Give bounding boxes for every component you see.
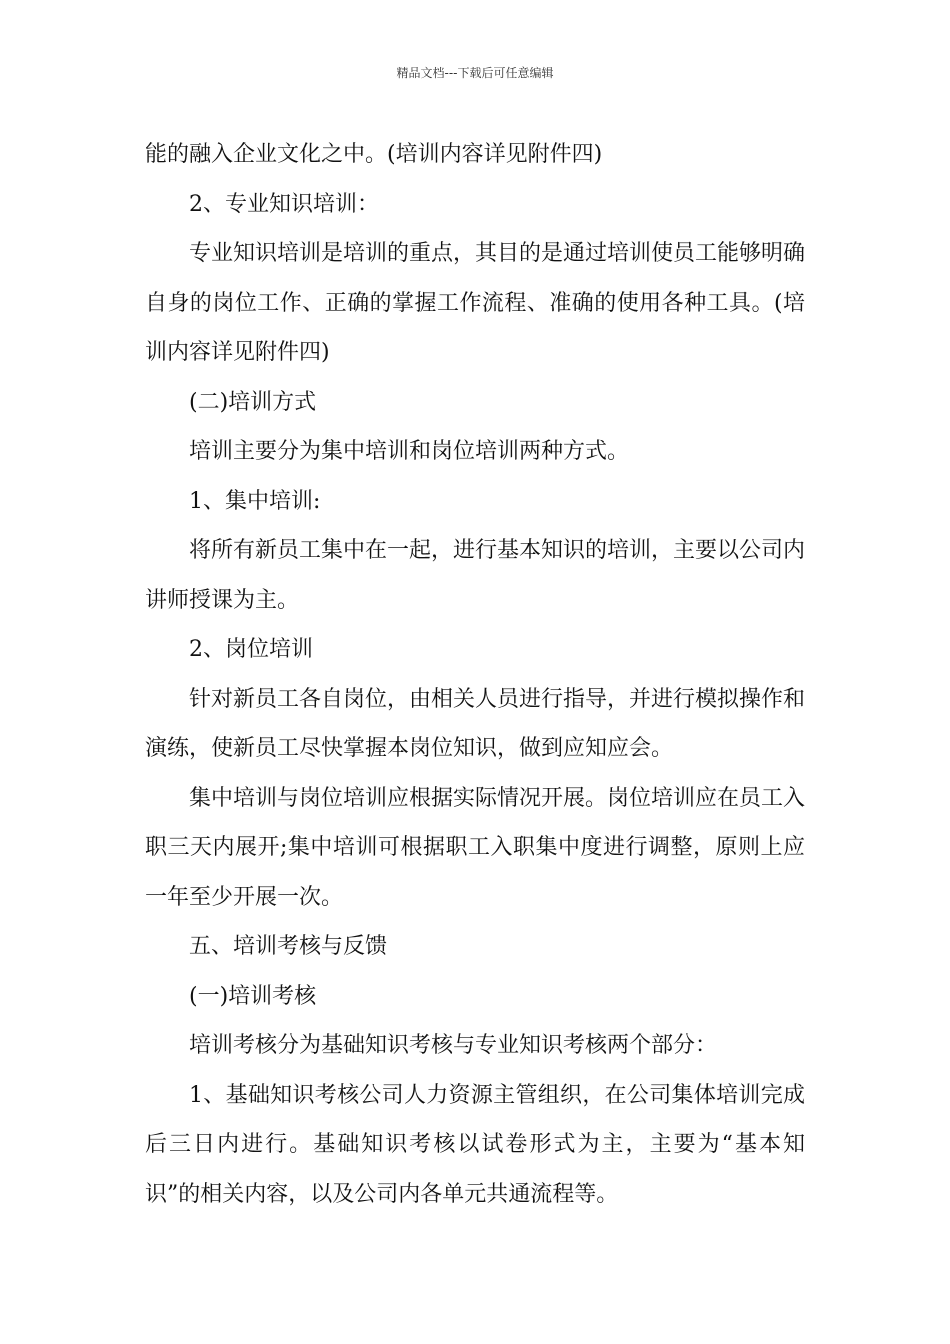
document-body [145,130,805,1219]
paragraph: 培训主要分为集中培训和岗位培训两种方式。 [189,439,630,464]
paragraph: 集中培训与岗位培训应根据实际情况开展。岗位培训应在员工入职三天内展开;集中培训可根据职工入职集中度进行调整，原则上应一年至少开展一次。 [145,785,806,910]
paragraph: 将所有新员工集中在一起，进行基本知识的培训，主要以公司内讲师授课为主。 [145,538,806,613]
section-heading: (二)培训方式 [189,389,317,415]
paragraph: 2、专业知识培训： [189,191,379,217]
paragraph: 2、岗位培训 [189,637,313,662]
paragraph: 培训考核分为基础知识考核与专业知识考核两个部分： [189,1033,718,1058]
section-heading: 五、培训考核与反馈 [189,934,388,959]
page-header: 精品文档---下载后可任意编辑 [396,66,554,80]
paragraph: 专业知识培训是培训的重点，其目的是通过培训使员工能够明确自身的岗位工作、正确的掌握工作流程、准确的使用各种工具。(培训内容详见附件四) [145,241,806,365]
paragraph: 1、集中培训: [189,488,321,514]
paragraph: 针对新员工各自岗位，由相关人员进行指导，并进行模拟操作和演练，使新员工尽快掌握本岗位知识，做到应知应会。 [145,686,806,761]
paragraph: 能的融入企业文化之中。(培训内容详见附件四) [145,142,603,167]
paragraph: 1、基础知识考核公司人力资源主管组织，在公司集体培训完成后三日内进行。基础知识考核以试卷形式为主，主要为“基本知识”的相关内容，以及公司内各单元共通流程等。 [145,1082,805,1207]
section-heading: (一)培训考核 [189,983,317,1009]
